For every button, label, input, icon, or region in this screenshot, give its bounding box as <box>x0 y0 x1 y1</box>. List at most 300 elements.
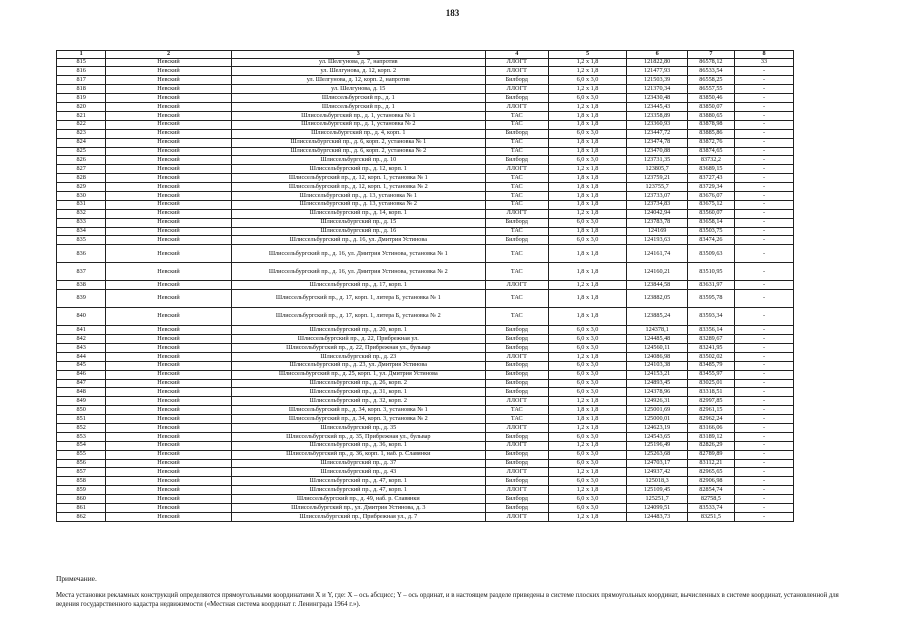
cell-district: Невский <box>106 263 231 281</box>
cell-number: 828 <box>57 174 106 183</box>
cell-x-coordinate: 125001,69 <box>627 406 687 415</box>
cell-y-coordinate: 83729,34 <box>687 183 734 192</box>
cell-number: 839 <box>57 290 106 308</box>
cell-address: Шлиссельбургский пр., д. 26, корп. 2 <box>231 379 485 388</box>
cell-size: 1,2 х 1,8 <box>548 441 627 450</box>
cell-number: 847 <box>57 379 106 388</box>
cell-size: 1,8 х 1,8 <box>548 227 627 236</box>
cell-x-coordinate: 123358,89 <box>627 111 687 120</box>
cell-type: Билборд <box>485 361 548 370</box>
cell-size: 6,0 х 3,0 <box>548 361 627 370</box>
cell-x-coordinate: 124160,21 <box>627 263 687 281</box>
cell-district: Невский <box>106 58 231 67</box>
cell-extra: - <box>734 361 793 370</box>
cell-number: 855 <box>57 450 106 459</box>
cell-size: 6,0 х 3,0 <box>548 343 627 352</box>
cell-x-coordinate: 124103,38 <box>627 361 687 370</box>
table-row <box>57 76 794 85</box>
table-header-row <box>57 51 794 59</box>
table-row <box>57 94 794 103</box>
cell-address: Шлиссельбургский пр., д. 1 <box>231 103 485 112</box>
cell-extra: - <box>734 468 793 477</box>
cell-y-coordinate: 83885,86 <box>687 129 734 138</box>
table-row <box>57 486 794 495</box>
cell-address: Шлиссельбургский пр., д. 31, корп. 1 <box>231 388 485 397</box>
cell-size: 1,2 х 1,8 <box>548 397 627 406</box>
cell-extra: - <box>734 397 793 406</box>
cell-type: ЛЛОГТ <box>485 165 548 174</box>
cell-type: ТАС <box>485 120 548 129</box>
cell-number: 820 <box>57 103 106 112</box>
cell-size: 1,2 х 1,8 <box>548 165 627 174</box>
cell-x-coordinate: 123885,24 <box>627 308 687 326</box>
cell-x-coordinate: 124703,17 <box>627 459 687 468</box>
cell-address: Шлиссельбургский пр., д. 35, Прибрежная ул., бульвар <box>231 432 485 441</box>
cell-size: 6,0 х 3,0 <box>548 379 627 388</box>
cell-address: Шлиссельбургский пр., д. 47, корп. 1 <box>231 477 485 486</box>
cell-y-coordinate: 82962,24 <box>687 415 734 424</box>
cell-number: 852 <box>57 423 106 432</box>
note-text: Места установки рекламных конструкций определяются прямоугольными координатами X и Y, где: X – ось абсцисс; Y – ось ординат, и в настоящем разделе приведены в системе плоских прямоугольных координат, вычисленных в системе координат, установленной для ведения государственного кадастра недвижимости («Местная система координат г. Ленинграда 1964 г.»). <box>56 592 839 609</box>
cell-size: 1,8 х 1,8 <box>548 290 627 308</box>
column-header: 1 <box>57 51 106 59</box>
cell-type: ТАС <box>485 308 548 326</box>
cell-address: Шлиссельбургский пр., д. 43 <box>231 468 485 477</box>
cell-y-coordinate: 83356,14 <box>687 326 734 335</box>
table-row <box>57 147 794 156</box>
cell-extra: - <box>734 406 793 415</box>
cell-district: Невский <box>106 370 231 379</box>
cell-y-coordinate: 82961,15 <box>687 406 734 415</box>
cell-address: Шлиссельбургский пр., ул. Дмитрия Устинова, д. 3 <box>231 504 485 513</box>
cell-number: 825 <box>57 147 106 156</box>
cell-number: 835 <box>57 236 106 245</box>
cell-y-coordinate: 83675,12 <box>687 200 734 209</box>
cell-y-coordinate: 83112,21 <box>687 459 734 468</box>
cell-type: Билборд <box>485 335 548 344</box>
cell-district: Невский <box>106 103 231 112</box>
cell-size: 1,8 х 1,8 <box>548 138 627 147</box>
cell-size: 6,0 х 3,0 <box>548 477 627 486</box>
cell-number: 829 <box>57 183 106 192</box>
cell-district: Невский <box>106 326 231 335</box>
cell-type: ЛЛОГТ <box>485 512 548 521</box>
table-row <box>57 352 794 361</box>
table-row <box>57 512 794 521</box>
cell-number: 843 <box>57 343 106 352</box>
cell-extra: - <box>734 120 793 129</box>
table-row <box>57 120 794 129</box>
cell-address: ул. Шелгунова, д. 15 <box>231 85 485 94</box>
cell-x-coordinate: 125109,45 <box>627 486 687 495</box>
cell-district: Невский <box>106 94 231 103</box>
cell-extra: - <box>734 129 793 138</box>
cell-x-coordinate: 124169 <box>627 227 687 236</box>
cell-x-coordinate: 124926,31 <box>627 397 687 406</box>
cell-size: 1,2 х 1,8 <box>548 486 627 495</box>
cell-address: Шлиссельбургский пр., д. 6, корп. 2, установка № 2 <box>231 147 485 156</box>
cell-size: 1,2 х 1,8 <box>548 352 627 361</box>
cell-size: 1,2 х 1,8 <box>548 209 627 218</box>
table-row <box>57 361 794 370</box>
cell-number: 849 <box>57 397 106 406</box>
cell-address: Шлиссельбургский пр., д. 17, корп. 1 <box>231 281 485 290</box>
cell-y-coordinate: 86557,55 <box>687 85 734 94</box>
cell-number: 850 <box>57 406 106 415</box>
table-row <box>57 209 794 218</box>
cell-size: 1,2 х 1,8 <box>548 85 627 94</box>
cell-y-coordinate: 83727,43 <box>687 174 734 183</box>
cell-number: 831 <box>57 200 106 209</box>
cell-extra: - <box>734 459 793 468</box>
cell-x-coordinate: 123783,78 <box>627 218 687 227</box>
cell-number: 817 <box>57 76 106 85</box>
cell-y-coordinate: 83510,95 <box>687 263 734 281</box>
column-header: 3 <box>231 51 485 59</box>
cell-extra: - <box>734 352 793 361</box>
cell-y-coordinate: 83503,75 <box>687 227 734 236</box>
cell-number: 858 <box>57 477 106 486</box>
page-number: 183 <box>445 8 460 18</box>
cell-extra: - <box>734 432 793 441</box>
cell-number: 821 <box>57 111 106 120</box>
cell-size: 1,2 х 1,8 <box>548 67 627 76</box>
cell-x-coordinate: 123447,72 <box>627 129 687 138</box>
cell-x-coordinate: 123360,93 <box>627 120 687 129</box>
cell-type: Билборд <box>485 236 548 245</box>
cell-y-coordinate: 82758,5 <box>687 495 734 504</box>
cell-district: Невский <box>106 209 231 218</box>
cell-y-coordinate: 83732,2 <box>687 156 734 165</box>
cell-number: 833 <box>57 218 106 227</box>
cell-district: Невский <box>106 183 231 192</box>
cell-size: 1,2 х 1,8 <box>548 512 627 521</box>
cell-x-coordinate: 123805,7 <box>627 165 687 174</box>
table-row <box>57 227 794 236</box>
table-row <box>57 174 794 183</box>
cell-x-coordinate: 123445,43 <box>627 103 687 112</box>
cell-extra: - <box>734 290 793 308</box>
cell-address: Шлиссельбургский пр., д. 35 <box>231 423 485 432</box>
cell-x-coordinate: 124483,73 <box>627 512 687 521</box>
table-row <box>57 290 794 308</box>
cell-address: Шлиссельбургский пр., д. 12, корп. 1 <box>231 165 485 174</box>
cell-number: 836 <box>57 245 106 263</box>
cell-number: 834 <box>57 227 106 236</box>
cell-number: 827 <box>57 165 106 174</box>
cell-type: ЛЛОГТ <box>485 103 548 112</box>
cell-number: 859 <box>57 486 106 495</box>
table-row <box>57 397 794 406</box>
table-row <box>57 58 794 67</box>
cell-district: Невский <box>106 111 231 120</box>
table-row <box>57 129 794 138</box>
cell-address: Шлиссельбургский пр., д. 16, ул. Дмитрия Устинова, установка № 2 <box>231 263 485 281</box>
cell-district: Невский <box>106 147 231 156</box>
cell-x-coordinate: 123844,58 <box>627 281 687 290</box>
cell-x-coordinate: 125196,49 <box>627 441 687 450</box>
cell-type: Билборд <box>485 432 548 441</box>
cell-district: Невский <box>106 174 231 183</box>
cell-district: Невский <box>106 129 231 138</box>
cell-size: 1,8 х 1,8 <box>548 191 627 200</box>
cell-size: 1,8 х 1,8 <box>548 200 627 209</box>
cell-y-coordinate: 86578,12 <box>687 58 734 67</box>
cell-size: 1,8 х 1,8 <box>548 183 627 192</box>
cell-size: 6,0 х 3,0 <box>548 335 627 344</box>
cell-address: Шлиссельбургский пр., д. 47, корп. 1 <box>231 486 485 495</box>
cell-address: Шлиссельбургский пр., д. 16, ул. Дмитрия Устинова, установка № 1 <box>231 245 485 263</box>
cell-y-coordinate: 83560,07 <box>687 209 734 218</box>
cell-address: Шлиссельбургский пр., д. 13, установка № 1 <box>231 191 485 200</box>
cell-type: Билборд <box>485 218 548 227</box>
cell-y-coordinate: 83318,51 <box>687 388 734 397</box>
cell-number: 854 <box>57 441 106 450</box>
cell-district: Невский <box>106 388 231 397</box>
cell-type: ЛЛОГТ <box>485 67 548 76</box>
cell-number: 822 <box>57 120 106 129</box>
cell-district: Невский <box>106 415 231 424</box>
cell-extra: - <box>734 450 793 459</box>
table-row <box>57 67 794 76</box>
cell-address: Шлиссельбургский пр., д. 14, корп. 1 <box>231 209 485 218</box>
cell-district: Невский <box>106 406 231 415</box>
cell-type: Билборд <box>485 326 548 335</box>
table-row <box>57 406 794 415</box>
cell-y-coordinate: 83878,98 <box>687 120 734 129</box>
cell-type: ТАС <box>485 147 548 156</box>
cell-extra: - <box>734 183 793 192</box>
cell-type: ЛЛОГТ <box>485 423 548 432</box>
cell-x-coordinate: 125018,3 <box>627 477 687 486</box>
cell-extra: - <box>734 343 793 352</box>
column-header: 7 <box>687 51 734 59</box>
cell-size: 1,2 х 1,8 <box>548 423 627 432</box>
column-header: 5 <box>548 51 627 59</box>
cell-extra: - <box>734 370 793 379</box>
cell-extra: - <box>734 138 793 147</box>
cell-district: Невский <box>106 397 231 406</box>
cell-extra: - <box>734 486 793 495</box>
cell-extra: - <box>734 200 793 209</box>
cell-address: Шлиссельбургский пр., д. 15 <box>231 218 485 227</box>
column-header: 6 <box>627 51 687 59</box>
cell-size: 6,0 х 3,0 <box>548 94 627 103</box>
cell-y-coordinate: 86558,25 <box>687 76 734 85</box>
table-row <box>57 263 794 281</box>
table-row <box>57 165 794 174</box>
cell-address: Шлиссельбургский пр., д. 20, корп. 1 <box>231 326 485 335</box>
cell-address: Шлиссельбургский пр., д. 17, корп. 1, литера Б, установка № 1 <box>231 290 485 308</box>
table-row <box>57 111 794 120</box>
cell-district: Невский <box>106 468 231 477</box>
cell-x-coordinate: 125251,7 <box>627 495 687 504</box>
cell-address: Шлиссельбургский пр., д. 12, корп. 1, установка № 1 <box>231 174 485 183</box>
cell-x-coordinate: 124378,96 <box>627 388 687 397</box>
cell-address: Шлиссельбургский пр., д. 13, установка № 2 <box>231 200 485 209</box>
cell-number: 815 <box>57 58 106 67</box>
cell-size: 1,2 х 1,8 <box>548 58 627 67</box>
cell-x-coordinate: 121477,93 <box>627 67 687 76</box>
cell-number: 819 <box>57 94 106 103</box>
cell-y-coordinate: 82854,74 <box>687 486 734 495</box>
cell-district: Невский <box>106 459 231 468</box>
cell-size: 1,8 х 1,8 <box>548 406 627 415</box>
cell-number: 846 <box>57 370 106 379</box>
cell-x-coordinate: 124086,98 <box>627 352 687 361</box>
cell-size: 6,0 х 3,0 <box>548 432 627 441</box>
cell-extra: - <box>734 335 793 344</box>
cell-district: Невский <box>106 191 231 200</box>
table-row <box>57 183 794 192</box>
cell-size: 6,0 х 3,0 <box>548 236 627 245</box>
cell-extra: - <box>734 308 793 326</box>
cell-type: ЛЛОГТ <box>485 397 548 406</box>
table-row <box>57 415 794 424</box>
cell-x-coordinate: 124161,74 <box>627 245 687 263</box>
cell-size: 1,8 х 1,8 <box>548 415 627 424</box>
cell-address: Шлиссельбургский пр., д. 32, корп. 2 <box>231 397 485 406</box>
cell-address: Шлиссельбургский пр., д. 1 <box>231 94 485 103</box>
cell-size: 1,2 х 1,8 <box>548 468 627 477</box>
table-row <box>57 495 794 504</box>
cell-type: Билборд <box>485 477 548 486</box>
cell-size: 6,0 х 3,0 <box>548 370 627 379</box>
cell-address: Шлиссельбургский пр., д. 10 <box>231 156 485 165</box>
note-title: Примечание. <box>56 574 97 583</box>
cell-type: Билборд <box>485 495 548 504</box>
cell-address: Шлиссельбургский пр., д. 16 <box>231 227 485 236</box>
cell-address: Шлиссельбургский пр., д. 22, Прибрежная ул., бульвар <box>231 343 485 352</box>
cell-y-coordinate: 82965,65 <box>687 468 734 477</box>
table-body <box>57 51 794 522</box>
cell-x-coordinate: 124560,11 <box>627 343 687 352</box>
cell-size: 6,0 х 3,0 <box>548 129 627 138</box>
cell-extra: - <box>734 379 793 388</box>
cell-x-coordinate: 123474,78 <box>627 138 687 147</box>
table-row <box>57 218 794 227</box>
cell-type: ЛЛОГТ <box>485 441 548 450</box>
cell-address: Шлиссельбургский пр., д. 6, корп. 2, установка № 1 <box>231 138 485 147</box>
cell-y-coordinate: 83631,97 <box>687 281 734 290</box>
cell-extra: - <box>734 477 793 486</box>
cell-x-coordinate: 125000,01 <box>627 415 687 424</box>
cell-type: ЛЛОГТ <box>485 352 548 361</box>
cell-type: ТАС <box>485 174 548 183</box>
cell-y-coordinate: 83874,65 <box>687 147 734 156</box>
cell-type: ТАС <box>485 111 548 120</box>
cell-type: Билборд <box>485 379 548 388</box>
cell-number: 823 <box>57 129 106 138</box>
cell-address: Шлиссельбургский пр., д. 36, корп. 1 <box>231 441 485 450</box>
cell-type: ЛЛОГТ <box>485 468 548 477</box>
cell-number: 862 <box>57 512 106 521</box>
cell-type: ЛЛОГТ <box>485 85 548 94</box>
cell-x-coordinate: 123733,07 <box>627 191 687 200</box>
cell-y-coordinate: 82997,85 <box>687 397 734 406</box>
cell-size: 6,0 х 3,0 <box>548 218 627 227</box>
cell-extra: - <box>734 263 793 281</box>
cell-extra: - <box>734 495 793 504</box>
table-row <box>57 103 794 112</box>
advertising-structures-table <box>56 50 794 522</box>
cell-number: 848 <box>57 388 106 397</box>
cell-y-coordinate: 82906,98 <box>687 477 734 486</box>
table-row <box>57 191 794 200</box>
cell-extra: - <box>734 245 793 263</box>
cell-type: ТАС <box>485 183 548 192</box>
cell-size: 1,8 х 1,8 <box>548 120 627 129</box>
cell-extra: - <box>734 441 793 450</box>
cell-extra: - <box>734 156 793 165</box>
cell-extra: - <box>734 67 793 76</box>
cell-district: Невский <box>106 308 231 326</box>
table-row <box>57 477 794 486</box>
cell-address: Шлиссельбургский пр., д. 17, корп. 1, литера Б, установка № 2 <box>231 308 485 326</box>
table-row <box>57 200 794 209</box>
table-row <box>57 326 794 335</box>
cell-size: 1,8 х 1,8 <box>548 245 627 263</box>
cell-type: ТАС <box>485 245 548 263</box>
cell-x-coordinate: 124937,42 <box>627 468 687 477</box>
cell-size: 6,0 х 3,0 <box>548 156 627 165</box>
cell-y-coordinate: 82826,29 <box>687 441 734 450</box>
cell-number: 842 <box>57 335 106 344</box>
cell-number: 837 <box>57 263 106 281</box>
cell-y-coordinate: 82789,89 <box>687 450 734 459</box>
cell-y-coordinate: 83872,76 <box>687 138 734 147</box>
cell-address: Шлиссельбургский пр., д. 23, ул. Дмитрия Устинова <box>231 361 485 370</box>
cell-district: Невский <box>106 352 231 361</box>
cell-x-coordinate: 123430,48 <box>627 94 687 103</box>
cell-district: Невский <box>106 156 231 165</box>
cell-y-coordinate: 83676,07 <box>687 191 734 200</box>
table-row <box>57 308 794 326</box>
cell-district: Невский <box>106 343 231 352</box>
cell-extra: - <box>734 281 793 290</box>
table-row <box>57 388 794 397</box>
cell-district: Невский <box>106 441 231 450</box>
cell-y-coordinate: 83241,95 <box>687 343 734 352</box>
cell-address: Шлиссельбургский пр., д. 12, корп. 1, установка № 2 <box>231 183 485 192</box>
table-row <box>57 468 794 477</box>
cell-x-coordinate: 124193,63 <box>627 236 687 245</box>
cell-type: Билборд <box>485 504 548 513</box>
cell-number: 830 <box>57 191 106 200</box>
cell-size: 6,0 х 3,0 <box>548 450 627 459</box>
cell-address: Шлиссельбургский пр., д. 34, корп. 3, установка № 2 <box>231 415 485 424</box>
cell-type: ТАС <box>485 406 548 415</box>
cell-address: Шлиссельбургский пр., д. 23 <box>231 352 485 361</box>
cell-type: ЛЛОГТ <box>485 486 548 495</box>
cell-y-coordinate: 83485,79 <box>687 361 734 370</box>
cell-extra: - <box>734 209 793 218</box>
cell-size: 6,0 х 3,0 <box>548 76 627 85</box>
cell-extra: - <box>734 174 793 183</box>
cell-type: ТАС <box>485 138 548 147</box>
cell-address: Шлиссельбургский пр., д. 34, корп. 3, установка № 1 <box>231 406 485 415</box>
cell-address: Шлиссельбургский пр., д. 4, корп. 1 <box>231 129 485 138</box>
cell-extra: - <box>734 76 793 85</box>
cell-number: 832 <box>57 209 106 218</box>
cell-x-coordinate: 124042,94 <box>627 209 687 218</box>
cell-district: Невский <box>106 138 231 147</box>
cell-x-coordinate: 124153,21 <box>627 370 687 379</box>
cell-extra: 33 <box>734 58 793 67</box>
table-row <box>57 245 794 263</box>
cell-type: ТАС <box>485 191 548 200</box>
cell-size: 1,8 х 1,8 <box>548 147 627 156</box>
